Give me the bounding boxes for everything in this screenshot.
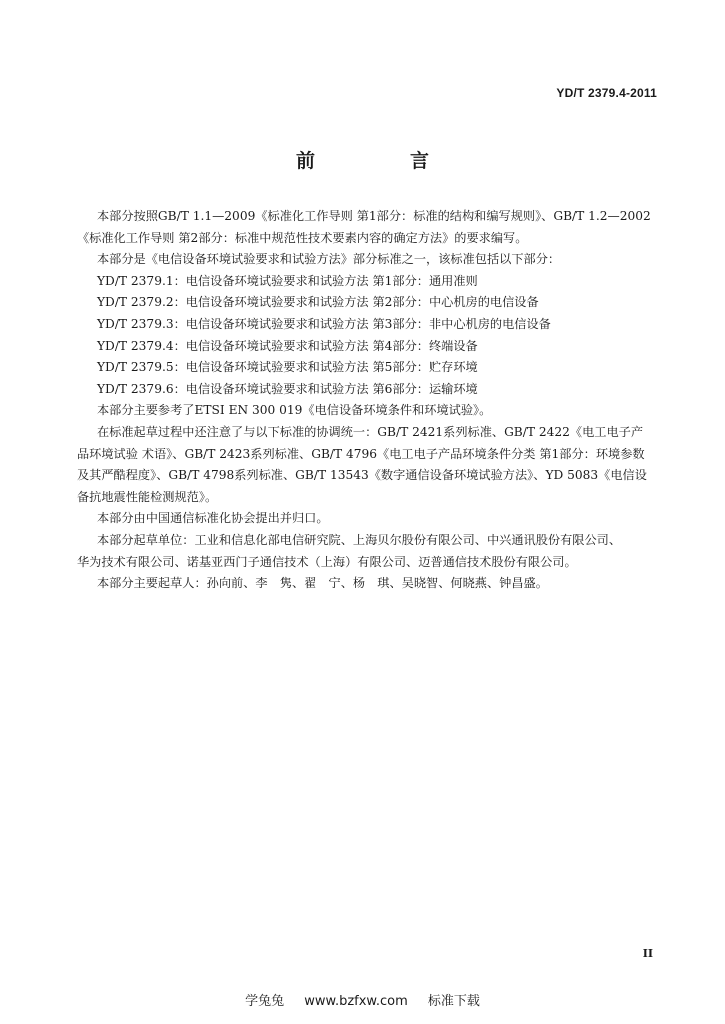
paragraph-line: 本部分是《电信设备环境试验要求和试验方法》部分标准之一，该标准包括以下部分：	[97, 252, 561, 267]
page-title: 前 言	[295, 150, 467, 172]
paragraph-line: 本部分起草单位：工业和信息化部电信研究院、上海贝尔股份有限公司、中兴通讯股份有限公司、	[97, 532, 622, 547]
list-item: YD/T 2379.2：电信设备环境试验要求和试验方法 第2部分：中心机房的电信设备	[97, 295, 539, 310]
page-number: II	[642, 947, 653, 960]
paragraph-line: 品环境试验 术语》、GB/T 2423系列标准、GB/T 4796《电工电子产品环境条件分类 第1部分：环境参数	[77, 446, 645, 461]
paragraph-line: 在标准起草过程中还注意了与以下标准的协调统一：GB/T 2421系列标准、GB/T 2422《电工电子产	[97, 424, 644, 439]
list-item: YD/T 2379.5：电信设备环境试验要求和试验方法 第5部分：贮存环境	[97, 360, 478, 375]
list-item: YD/T 2379.6：电信设备环境试验要求和试验方法 第6部分：运输环境	[97, 381, 478, 396]
paragraph-line: 及其严酷程度》、GB/T 4798系列标准、GB/T 13543《数字通信设备环境试验方法》、YD 5083《电信设	[77, 468, 647, 483]
footer-tagline: 标准下载	[427, 994, 480, 1009]
paragraph-line: 本部分按照GB/T 1.1—2009《标准化工作导则 第1部分：标准的结构和编写规则》、GB/T 1.2—2002	[97, 209, 651, 223]
document-body	[77, 206, 657, 595]
list-item: YD/T 2379.1：电信设备环境试验要求和试验方法 第1部分：通用准则	[97, 273, 478, 288]
footer-site-name: 学兔兔	[245, 994, 285, 1009]
list-item: YD/T 2379.3：电信设备环境试验要求和试验方法 第3部分：非中心机房的电信设备	[97, 316, 551, 331]
list-item: YD/T 2379.4：电信设备环境试验要求和试验方法 第4部分：终端设备	[97, 338, 478, 353]
paragraph-line: 备抗地震性能检测规范》。	[77, 489, 218, 504]
footer-watermark	[0, 990, 725, 1009]
footer-url[interactable]: www.bzfxw.com	[304, 994, 408, 1009]
paragraph-line: 华为技术有限公司、诺基亚西门子通信技术（上海）有限公司、迈普通信技术股份有限公司。	[77, 554, 577, 569]
paragraph-line: 本部分主要参考了ETSI EN 300 019《电信设备环境条件和环境试验》。	[97, 403, 492, 418]
paragraph-line: 《标准化工作导则 第2部分：标准中规范性技术要素内容的确定方法》的要求编写。	[77, 230, 528, 245]
paragraph-line: 本部分主要起草人：孙向前、李 隽、翟 宁、杨 琪、吴晓智、何晓燕、钟昌盛。	[97, 576, 548, 591]
parts-list	[77, 271, 657, 401]
paragraph-line: 本部分由中国通信标准化协会提出并归口。	[97, 511, 329, 526]
document-code: YD/T 2379.4-2011	[556, 86, 657, 100]
